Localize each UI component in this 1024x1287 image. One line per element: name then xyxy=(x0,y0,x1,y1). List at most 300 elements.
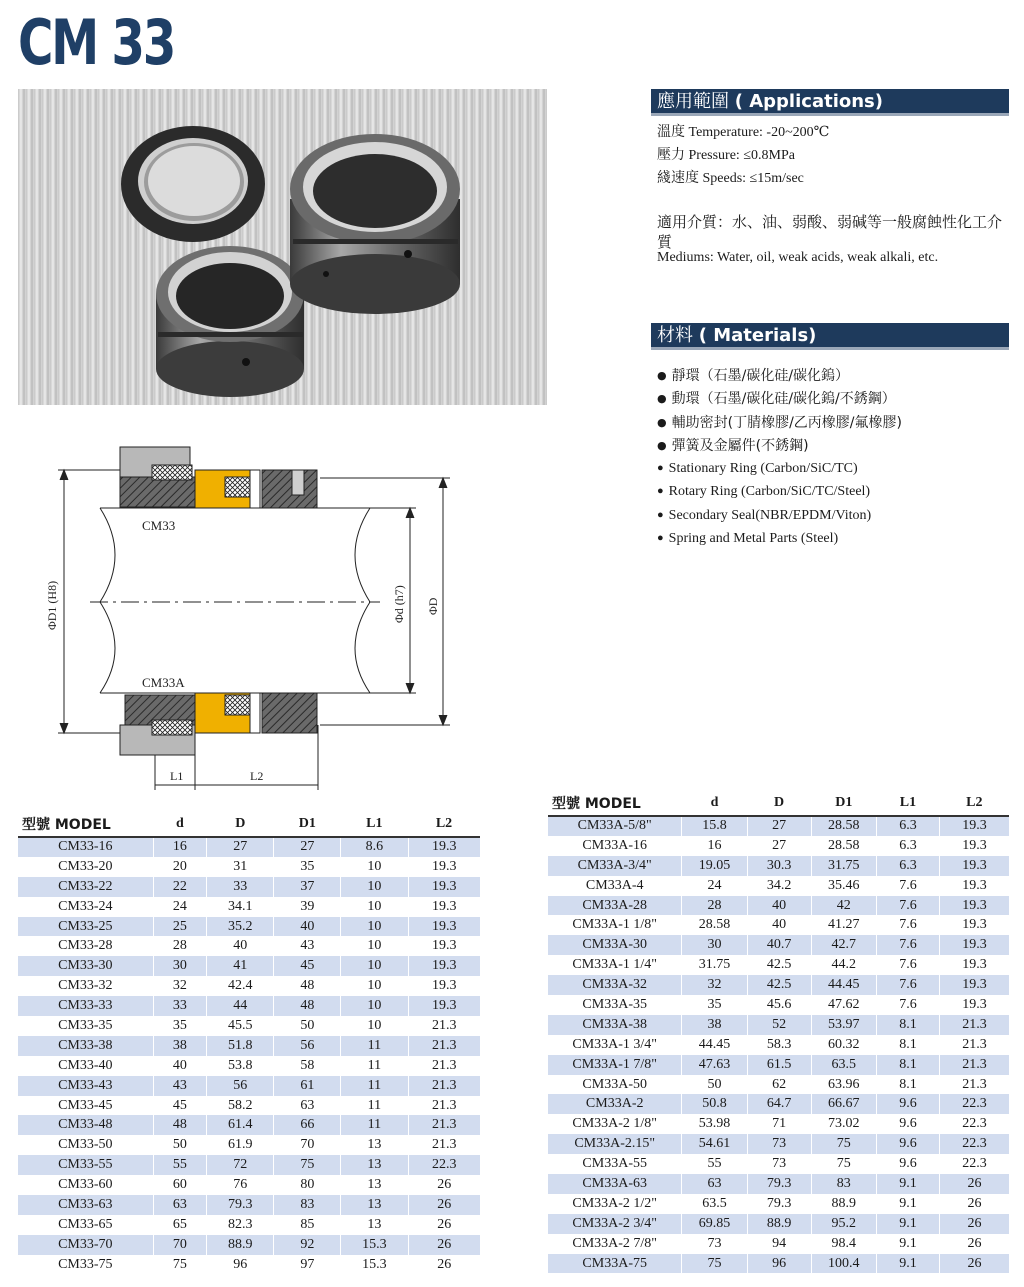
table-cell: 48 xyxy=(153,1115,207,1135)
table-cell: 26 xyxy=(408,1235,480,1255)
table-row xyxy=(548,915,1009,935)
table-cell: 58.3 xyxy=(747,1035,811,1055)
table-cell: 26 xyxy=(408,1215,480,1235)
mediums-en: Mediums: Water, oil, weak acids, weak alkali, etc. xyxy=(657,250,939,265)
table-cell: 43 xyxy=(274,936,341,956)
table-cell: 55 xyxy=(682,1154,747,1174)
table-cell: 40 xyxy=(274,917,341,937)
table-row xyxy=(18,1056,480,1076)
table-cell: CM33-48 xyxy=(18,1115,153,1135)
table-row xyxy=(548,896,1009,916)
table-cell: 40 xyxy=(747,896,811,916)
table-cell: 83 xyxy=(274,1195,341,1215)
table-row xyxy=(548,1174,1009,1194)
table-row xyxy=(548,955,1009,975)
table-cell: 63 xyxy=(153,1195,207,1215)
table-cell: 63 xyxy=(274,1096,341,1116)
table-row xyxy=(18,877,480,897)
table-cell: 50.8 xyxy=(682,1094,747,1114)
table-cell: 19.3 xyxy=(408,936,480,956)
table-cell: CM33-65 xyxy=(18,1215,153,1235)
table-cell: 6.3 xyxy=(876,816,939,836)
table-cell: CM33A-32 xyxy=(548,975,682,995)
table-cell: 39 xyxy=(274,897,341,917)
table-cell: 19.3 xyxy=(408,877,480,897)
table-cell: 9.6 xyxy=(876,1134,939,1154)
table-cell: 19.3 xyxy=(940,816,1009,836)
materials-list xyxy=(657,365,902,551)
table-row xyxy=(18,1135,480,1155)
table-cell: 79.3 xyxy=(207,1195,274,1215)
table-cell: CM33A-1 1/4" xyxy=(548,955,682,975)
table-cell: 73 xyxy=(747,1154,811,1174)
table-cell: 21.3 xyxy=(940,1035,1009,1055)
table-cell: 63 xyxy=(682,1174,747,1194)
table-cell: 30 xyxy=(153,956,207,976)
table-cell: 22.3 xyxy=(940,1114,1009,1134)
table-cell: 41.27 xyxy=(811,915,876,935)
table-cell: 44.45 xyxy=(811,975,876,995)
table-cell: 9.1 xyxy=(876,1174,939,1194)
table-cell: CM33A-16 xyxy=(548,836,682,856)
table-row xyxy=(18,1215,480,1235)
table-cell: CM33A-1 7/8" xyxy=(548,1055,682,1075)
table-cell: 25 xyxy=(153,917,207,937)
col-D1: D1 xyxy=(835,794,853,810)
table-cell: 11 xyxy=(341,1096,408,1116)
table-cell: 11 xyxy=(341,1036,408,1056)
table-row xyxy=(18,1115,480,1135)
table-cell: CM33-22 xyxy=(18,877,153,897)
table-cell: 75 xyxy=(811,1134,876,1154)
table-row xyxy=(18,837,480,857)
table-cell: 64.7 xyxy=(747,1094,811,1114)
table-row xyxy=(18,956,480,976)
table-cell: 92 xyxy=(274,1235,341,1255)
table-row xyxy=(18,1195,480,1215)
table-cell: 40.7 xyxy=(747,935,811,955)
table-cell: 10 xyxy=(341,996,408,1016)
dim-l1-label: L1 xyxy=(170,769,184,783)
table-cell: 42.5 xyxy=(747,975,811,995)
table-cell: 66.67 xyxy=(811,1094,876,1114)
table-cell: 27 xyxy=(274,837,341,857)
table-cell: 21.3 xyxy=(408,1076,480,1096)
table-cell: 27 xyxy=(747,816,811,836)
material-item: ● Secondary Seal(NBR/EPDM/Viton) xyxy=(657,505,902,528)
table-cell: CM33-50 xyxy=(18,1135,153,1155)
table-cell: 95.2 xyxy=(811,1214,876,1234)
table-cell: CM33A-2 3/4" xyxy=(548,1214,682,1234)
table-cell: 6.3 xyxy=(876,856,939,876)
table-cell: 52 xyxy=(747,1015,811,1035)
table-cell: 37 xyxy=(274,877,341,897)
table-cell: 8.1 xyxy=(876,1035,939,1055)
table-cell: 88.9 xyxy=(747,1214,811,1234)
table-cell: 94 xyxy=(747,1234,811,1254)
material-item: ● Stationary Ring (Carbon/SiC/TC) xyxy=(657,458,902,481)
table-cell: 98.4 xyxy=(811,1234,876,1254)
table-cell: 45 xyxy=(274,956,341,976)
table-cell: 26 xyxy=(408,1255,480,1275)
table-cell: 9.6 xyxy=(876,1114,939,1134)
table-cell: CM33A-2 xyxy=(548,1094,682,1114)
material-item: ● Rotary Ring (Carbon/SiC/TC/Steel) xyxy=(657,481,902,504)
table-cell: CM33-70 xyxy=(18,1235,153,1255)
table-cell: 13 xyxy=(341,1215,408,1235)
table-cell: 16 xyxy=(682,836,747,856)
table-cell: CM33-30 xyxy=(18,956,153,976)
table-cell: 19.05 xyxy=(682,856,747,876)
table-cell: 34.2 xyxy=(747,876,811,896)
table-cell: 7.6 xyxy=(876,876,939,896)
table-cell: 21.3 xyxy=(940,1015,1009,1035)
table-row xyxy=(18,1016,480,1036)
table-cell: CM33-32 xyxy=(18,976,153,996)
table-cell: 44.45 xyxy=(682,1035,747,1055)
materials-header xyxy=(651,323,1009,350)
table-cell: 31 xyxy=(207,857,274,877)
table-cell: 63.5 xyxy=(682,1194,747,1214)
table-cell: 79.3 xyxy=(747,1174,811,1194)
materials-header-en: ( Materials) xyxy=(698,325,817,346)
table-cell: 11 xyxy=(341,1056,408,1076)
table-cell: 10 xyxy=(341,857,408,877)
table-cell: 19.3 xyxy=(408,976,480,996)
col-D1: D1 xyxy=(298,815,316,831)
table-cell: 63.96 xyxy=(811,1075,876,1095)
table-cell: 70 xyxy=(274,1135,341,1155)
table-cell: 76 xyxy=(207,1175,274,1195)
table-cell: 13 xyxy=(341,1135,408,1155)
table-cell: 15.3 xyxy=(341,1235,408,1255)
table-cell: 88.9 xyxy=(207,1235,274,1255)
table-cell: 75 xyxy=(811,1154,876,1174)
table-cell: 19.3 xyxy=(940,896,1009,916)
table-cell: 40 xyxy=(207,936,274,956)
table-cell: 19.3 xyxy=(940,876,1009,896)
table-row xyxy=(548,975,1009,995)
table-cell: 55 xyxy=(153,1155,207,1175)
table-row xyxy=(18,1175,480,1195)
table-cell: 45.6 xyxy=(747,995,811,1015)
table-cell: 7.6 xyxy=(876,975,939,995)
table-cell: 48 xyxy=(274,976,341,996)
table-cell: 65 xyxy=(153,1215,207,1235)
table-cell: 8.1 xyxy=(876,1015,939,1035)
table-cell: 15.3 xyxy=(341,1255,408,1275)
table-cell: 33 xyxy=(153,996,207,1016)
table-row xyxy=(18,857,480,877)
table-cell: 32 xyxy=(682,975,747,995)
seal-cross-section-drawing xyxy=(30,425,470,795)
table-cell: 19.3 xyxy=(408,996,480,1016)
table-cell: 31.75 xyxy=(811,856,876,876)
table-cell: CM33A-28 xyxy=(548,896,682,916)
table-cell: CM33A-63 xyxy=(548,1174,682,1194)
table-cell: 19.3 xyxy=(940,836,1009,856)
table-cell: 9.6 xyxy=(876,1154,939,1174)
table-cell: 50 xyxy=(153,1135,207,1155)
table-cell: CM33A-35 xyxy=(548,995,682,1015)
table-row xyxy=(548,1094,1009,1114)
table-cell: 11 xyxy=(341,1076,408,1096)
table-cell: 47.63 xyxy=(682,1055,747,1075)
table-cell: 80 xyxy=(274,1175,341,1195)
material-item: ● Spring and Metal Parts (Steel) xyxy=(657,528,902,551)
table-cell: 8.1 xyxy=(876,1075,939,1095)
table-cell: CM33-45 xyxy=(18,1096,153,1116)
cm33a-dimensions-table xyxy=(548,790,1009,1273)
material-item: ● 靜環（石墨/碳化硅/碳化鎢） xyxy=(657,365,902,388)
table-cell: 40 xyxy=(153,1056,207,1076)
table-cell: 60 xyxy=(153,1175,207,1195)
table-row xyxy=(18,976,480,996)
table-cell: 19.3 xyxy=(940,915,1009,935)
table-cell: 19.3 xyxy=(408,837,480,857)
table-cell: 7.6 xyxy=(876,896,939,916)
cm33-dimensions-table xyxy=(18,811,480,1275)
material-item: ● 動環（石墨/碳化硅/碳化鎢/不銹鋼） xyxy=(657,388,902,411)
label-cm33a: CM33A xyxy=(142,675,185,690)
table-cell: 26 xyxy=(940,1214,1009,1234)
table-row xyxy=(18,1096,480,1116)
table-row xyxy=(548,856,1009,876)
table-cell: 7.6 xyxy=(876,995,939,1015)
table-cell: 11 xyxy=(341,1115,408,1135)
table-cell: 85 xyxy=(274,1215,341,1235)
table-cell: 63.5 xyxy=(811,1055,876,1075)
table-cell: CM33-55 xyxy=(18,1155,153,1175)
table-cell: 72 xyxy=(207,1155,274,1175)
table-cell: 27 xyxy=(207,837,274,857)
table-cell: 75 xyxy=(682,1254,747,1274)
table-cell: 19.3 xyxy=(408,956,480,976)
table-cell: CM33A-1 1/8" xyxy=(548,915,682,935)
table-cell: 22 xyxy=(153,877,207,897)
table-cell: 73.02 xyxy=(811,1114,876,1134)
table-cell: 73 xyxy=(682,1234,747,1254)
table-cell: 9.1 xyxy=(876,1194,939,1214)
table-cell: 16 xyxy=(153,837,207,857)
col-D: D xyxy=(774,794,785,810)
table-cell: CM33A-2 7/8" xyxy=(548,1234,682,1254)
table-cell: CM33A-38 xyxy=(548,1015,682,1035)
table-cell: 13 xyxy=(341,1195,408,1215)
table-row xyxy=(548,1134,1009,1154)
table-cell: 50 xyxy=(274,1016,341,1036)
table-row xyxy=(548,1234,1009,1254)
table-cell: 10 xyxy=(341,936,408,956)
table-cell: 19.3 xyxy=(408,857,480,877)
table-row xyxy=(18,1036,480,1056)
table-cell: 42 xyxy=(811,896,876,916)
table-cell: CM33-28 xyxy=(18,936,153,956)
table-cell: 35 xyxy=(153,1016,207,1036)
table-cell: 66 xyxy=(274,1115,341,1135)
table-cell: 51.8 xyxy=(207,1036,274,1056)
table-cell: 35 xyxy=(682,995,747,1015)
table-cell: 9.6 xyxy=(876,1094,939,1114)
table-cell: 60.32 xyxy=(811,1035,876,1055)
table-cell: 9.1 xyxy=(876,1214,939,1234)
table-cell: 30.3 xyxy=(747,856,811,876)
table-cell: 21.3 xyxy=(940,1075,1009,1095)
table-cell: CM33-33 xyxy=(18,996,153,1016)
table-row xyxy=(548,935,1009,955)
table-cell: 27 xyxy=(747,836,811,856)
table-cell: 96 xyxy=(207,1255,274,1275)
col-L2: L2 xyxy=(966,794,983,810)
table-cell: 21.3 xyxy=(408,1096,480,1116)
table-cell: 19.3 xyxy=(940,995,1009,1015)
table-cell: 19.3 xyxy=(408,917,480,937)
applications-list xyxy=(657,121,829,190)
table-cell: 35.2 xyxy=(207,917,274,937)
materials-header-zh: 材料 xyxy=(657,325,693,346)
table-cell: CM33A-75 xyxy=(548,1254,682,1274)
table-cell: CM33A-2.15" xyxy=(548,1134,682,1154)
material-item: ● 輔助密封(丁腈橡膠/乙丙橡膠/氟橡膠) xyxy=(657,412,902,435)
table-cell: 9.1 xyxy=(876,1234,939,1254)
table-cell: CM33A-2 1/8" xyxy=(548,1114,682,1134)
table-row xyxy=(18,1255,480,1275)
table-cell: 22.3 xyxy=(940,1154,1009,1174)
table-cell: 97 xyxy=(274,1255,341,1275)
table-cell: 96 xyxy=(747,1254,811,1274)
table-cell: 71 xyxy=(747,1114,811,1134)
table-cell: CM33-25 xyxy=(18,917,153,937)
table-row xyxy=(548,1154,1009,1174)
table-row xyxy=(548,876,1009,896)
table-cell: 88.9 xyxy=(811,1194,876,1214)
table-cell: 69.85 xyxy=(682,1214,747,1234)
table-cell: 41 xyxy=(207,956,274,976)
applications-header-en: ( Applications) xyxy=(734,91,883,112)
table-cell: 22.3 xyxy=(940,1134,1009,1154)
table-cell: CM33-75 xyxy=(18,1255,153,1275)
table-cell: 50 xyxy=(682,1075,747,1095)
table-cell: 61.5 xyxy=(747,1055,811,1075)
dim-d-label: Φd (h7) xyxy=(392,585,406,623)
table-cell: 61.4 xyxy=(207,1115,274,1135)
table-cell: 9.1 xyxy=(876,1254,939,1274)
table-cell: 10 xyxy=(341,917,408,937)
table-cell: 44 xyxy=(207,996,274,1016)
table-row xyxy=(548,1194,1009,1214)
table-row xyxy=(548,995,1009,1015)
table-cell: 53.8 xyxy=(207,1056,274,1076)
table-cell: 48 xyxy=(274,996,341,1016)
col-model: 型號 MODEL xyxy=(22,816,111,833)
table-cell: 35 xyxy=(274,857,341,877)
table-cell: 19.3 xyxy=(940,955,1009,975)
table-cell: 19.3 xyxy=(940,935,1009,955)
mediums-zh: 適用介質：水、油、弱酸、弱碱等一般腐蝕性化工介質 xyxy=(657,213,1003,251)
page-title: CM 33 xyxy=(18,6,175,79)
table-cell: CM33A-30 xyxy=(548,935,682,955)
table-cell: 28 xyxy=(153,936,207,956)
table-cell: 19.3 xyxy=(940,975,1009,995)
table-cell: 28.58 xyxy=(811,816,876,836)
table-cell: 30 xyxy=(682,935,747,955)
table-cell: 58 xyxy=(274,1056,341,1076)
table-cell: 8.1 xyxy=(876,1055,939,1075)
table-cell: 21.3 xyxy=(408,1115,480,1135)
col-d: d xyxy=(175,815,184,831)
table-cell: 24 xyxy=(682,876,747,896)
table-cell: CM33-63 xyxy=(18,1195,153,1215)
table-cell: 26 xyxy=(940,1234,1009,1254)
table-cell: 73 xyxy=(747,1134,811,1154)
table-cell: 28.58 xyxy=(811,836,876,856)
product-photo xyxy=(18,89,547,405)
table-cell: 43 xyxy=(153,1076,207,1096)
table-cell: 32 xyxy=(153,976,207,996)
col-L2: L2 xyxy=(435,815,453,831)
table-cell: 62 xyxy=(747,1075,811,1095)
table-cell: 7.6 xyxy=(876,935,939,955)
table-row xyxy=(18,1235,480,1255)
dim-l2-label: L2 xyxy=(250,769,264,783)
table-cell: 13 xyxy=(341,1155,408,1175)
table-row xyxy=(548,836,1009,856)
table-cell: 10 xyxy=(341,956,408,976)
table-cell: 21.3 xyxy=(408,1036,480,1056)
table-row xyxy=(548,816,1009,836)
material-item: ● 彈簧及金屬件(不銹鋼) xyxy=(657,435,902,458)
table-cell: CM33-60 xyxy=(18,1175,153,1195)
table-row xyxy=(548,1075,1009,1095)
table-cell: 10 xyxy=(341,897,408,917)
table-cell: 22.3 xyxy=(940,1094,1009,1114)
col-d: d xyxy=(710,794,719,810)
table-cell: 28.58 xyxy=(682,915,747,935)
speed-line: 綫速度 Speeds: ≤15m/sec xyxy=(657,170,804,186)
table-cell: 20 xyxy=(153,857,207,877)
table-row xyxy=(18,936,480,956)
table-cell: CM33A-3/4" xyxy=(548,856,682,876)
table-row xyxy=(18,1155,480,1175)
label-cm33: CM33 xyxy=(142,518,176,533)
temperature-line: 溫度 Temperature: -20~200℃ xyxy=(657,124,830,140)
table-cell: 56 xyxy=(274,1036,341,1056)
table-row xyxy=(18,897,480,917)
table-cell: 19.3 xyxy=(408,897,480,917)
table-cell: 42.7 xyxy=(811,935,876,955)
table-cell: 26 xyxy=(408,1175,480,1195)
table-cell: 61 xyxy=(274,1076,341,1096)
table-cell: 100.4 xyxy=(811,1254,876,1274)
applications-header-zh: 應用範圍 xyxy=(657,91,729,112)
table-row xyxy=(18,996,480,1016)
table-cell: CM33-38 xyxy=(18,1036,153,1056)
table-row xyxy=(548,1015,1009,1035)
table-cell: 8.6 xyxy=(341,837,408,857)
table-row xyxy=(548,1035,1009,1055)
table-cell: CM33A-5/8" xyxy=(548,816,682,836)
table-cell: 58.2 xyxy=(207,1096,274,1116)
table-row xyxy=(548,1254,1009,1274)
table-cell: CM33-24 xyxy=(18,897,153,917)
table-row xyxy=(548,1055,1009,1075)
table-cell: 83 xyxy=(811,1174,876,1194)
col-L1: L1 xyxy=(899,794,917,810)
table-cell: 6.3 xyxy=(876,836,939,856)
table-header-row xyxy=(18,811,480,837)
table-cell: CM33A-50 xyxy=(548,1075,682,1095)
table-cell: 10 xyxy=(341,877,408,897)
